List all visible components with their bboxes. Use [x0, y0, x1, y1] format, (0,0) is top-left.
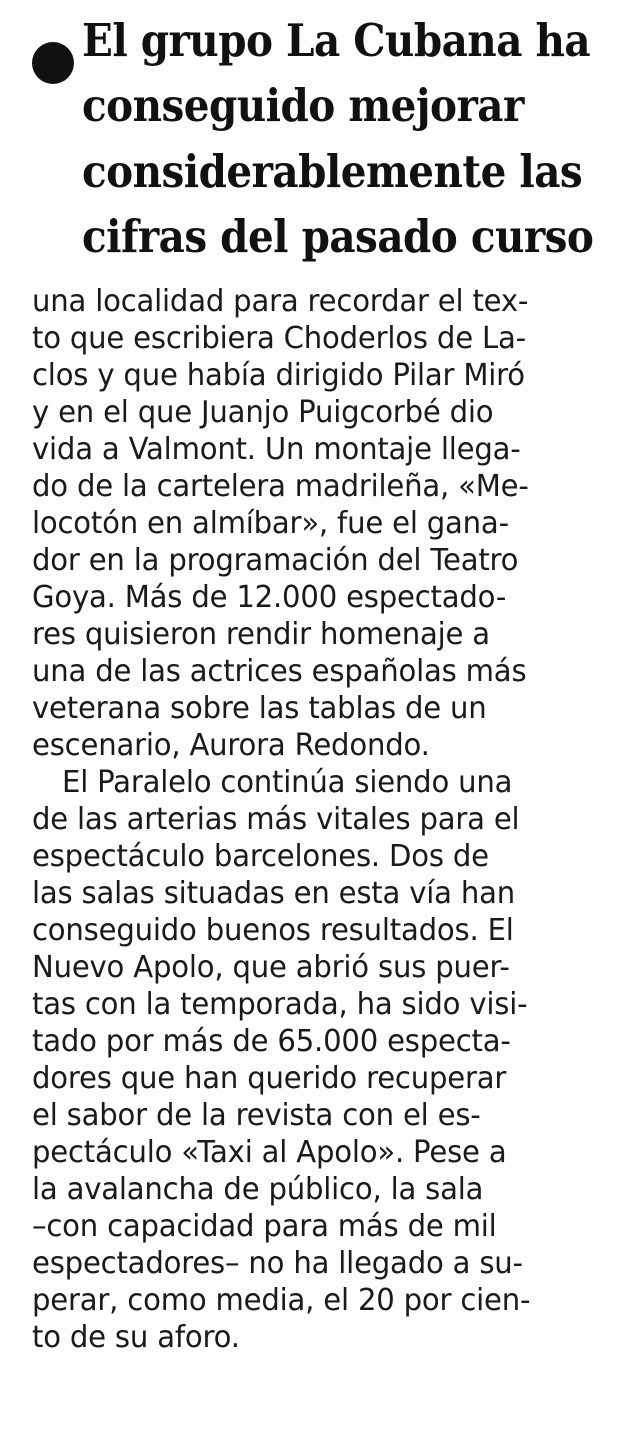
body-line: veterana sobre las tablas de un [32, 691, 487, 726]
headline-line: conseguido mejorar [82, 79, 524, 132]
body-line: dor en la programación del Teatro [32, 543, 519, 578]
body-line: El Paralelo continúa siendo una [62, 765, 513, 800]
body-line: una de las actrices españolas más [32, 654, 527, 689]
headline-line: cifras del pasado curso [82, 210, 594, 263]
body-line: el sabor de la revista con el es- [32, 1098, 481, 1133]
body-line: dores que han querido recuperar [32, 1061, 507, 1096]
body-line: Nuevo Apolo, que abrió sus puer- [32, 950, 510, 985]
body-line: –con capacidad para más de mil [32, 1209, 497, 1244]
bullet-icon [32, 42, 74, 84]
body-line: tado por más de 65.000 especta- [32, 1024, 511, 1059]
body-line: locotón en almíbar», fue el gana- [32, 506, 509, 541]
body-line: y en el que Juanjo Puigcorbé dio [32, 395, 494, 430]
body-line: res quisieron rendir homenaje a [32, 617, 490, 652]
body-line: espectadores– no ha llegado a su- [32, 1246, 523, 1281]
body-line: pectáculo «Taxi al Apolo». Pese a [32, 1135, 507, 1170]
body-line: to de su aforo. [32, 1320, 240, 1355]
body-line: una localidad para recordar el tex- [32, 284, 529, 319]
body-line: to que escribiera Choderlos de La- [32, 321, 526, 356]
body-line: conseguido buenos resultados. El [32, 913, 514, 948]
headline-line: considerablemente las [82, 145, 583, 198]
body-line: do de la cartelera madrileña, «Me- [32, 469, 529, 504]
body-line: vida a Valmont. Un montaje llega- [32, 432, 521, 467]
body-line: espectáculo barcelones. Dos de [32, 839, 489, 874]
body-line: la avalancha de público, la sala [32, 1172, 484, 1207]
body-line: perar, como media, el 20 por cien- [32, 1283, 531, 1318]
body-line: tas con la temporada, ha sido visi- [32, 987, 528, 1022]
headline-line: El grupo La Cubana ha [82, 14, 591, 67]
body-line: escenario, Aurora Redondo. [32, 728, 430, 763]
body-line: clos y que había dirigido Pilar Miró [32, 358, 525, 393]
body-line: de las arterias más vitales para el [32, 802, 520, 837]
body-line: las salas situadas en esta vía han [32, 876, 515, 911]
body-line: Goya. Más de 12.000 espectado- [32, 580, 507, 615]
